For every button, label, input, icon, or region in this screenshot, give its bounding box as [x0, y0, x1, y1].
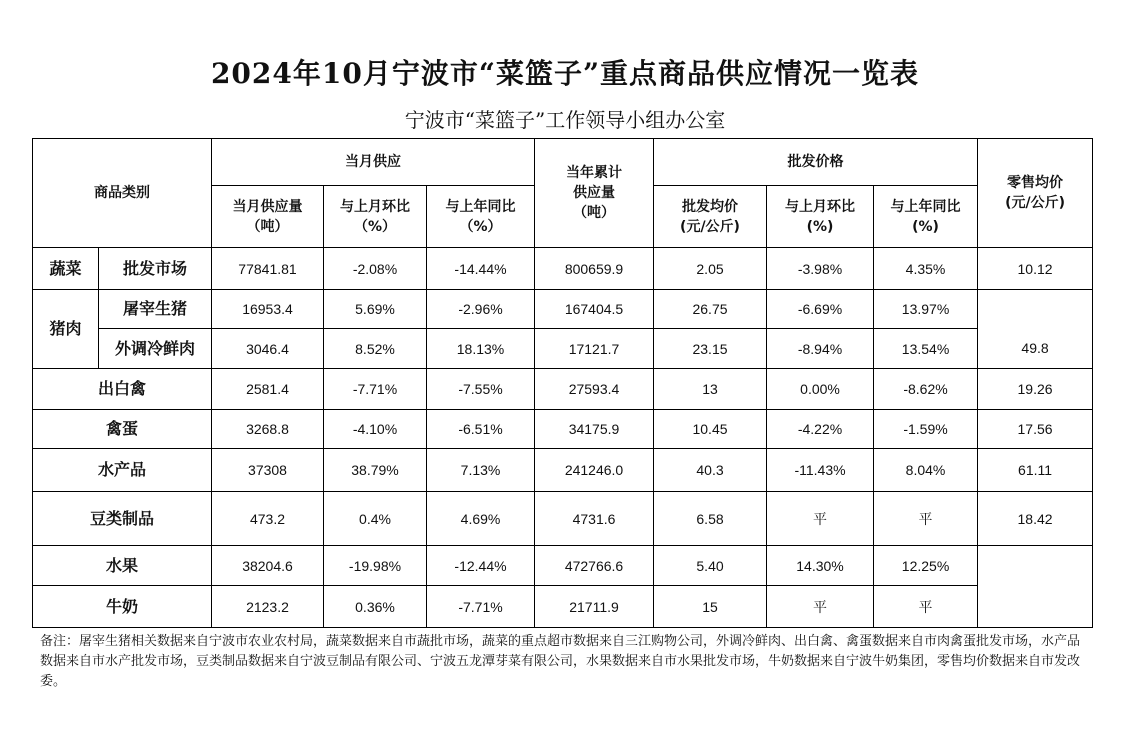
header-price-mom: 与上月环比 (%)	[767, 186, 874, 248]
row-group-label: 蔬菜	[33, 248, 99, 290]
cell-price: 10.45	[654, 410, 767, 449]
table-row	[33, 369, 1093, 410]
cell-mom: -4.10%	[324, 410, 427, 449]
cell-mom: 0.36%	[324, 586, 427, 628]
row-sub-label: 外调冷鲜肉	[99, 329, 212, 369]
cell-price: 40.3	[654, 449, 767, 492]
cell-price: 6.58	[654, 492, 767, 546]
cell-mom: -7.71%	[324, 369, 427, 410]
cell-mom: 38.79%	[324, 449, 427, 492]
cell-retail: 61.11	[978, 449, 1093, 492]
cell-price-mom: -8.94%	[767, 329, 874, 369]
cell-supply: 473.2	[212, 492, 324, 546]
cell-price-mom: -11.43%	[767, 449, 874, 492]
cell-price-yoy: 13.54%	[874, 329, 978, 369]
row-sub-label: 批发市场	[99, 248, 212, 290]
cell-price-mom: 平	[767, 492, 874, 546]
cell-yoy: -7.55%	[427, 369, 535, 410]
cell-cumulative: 21711.9	[535, 586, 654, 628]
header-yoy: 与上年同比 （%）	[427, 186, 535, 248]
cell-price-mom: -6.69%	[767, 290, 874, 329]
cell-price-yoy: 12.25%	[874, 546, 978, 586]
cell-price-mom: -3.98%	[767, 248, 874, 290]
row-label: 豆类制品	[33, 492, 212, 546]
table-row	[33, 586, 1093, 628]
cell-cumulative: 17121.7	[535, 329, 654, 369]
cell-yoy: -6.51%	[427, 410, 535, 449]
cell-retail: 17.56	[978, 410, 1093, 449]
cell-price-mom: 0.00%	[767, 369, 874, 410]
table-row	[33, 410, 1093, 449]
cell-supply: 38204.6	[212, 546, 324, 586]
row-group-label: 猪肉	[33, 290, 99, 369]
cell-cumulative: 472766.6	[535, 546, 654, 586]
cell-price: 13	[654, 369, 767, 410]
cell-retail: 19.26	[978, 369, 1093, 410]
row-label: 禽蛋	[33, 410, 212, 449]
cell-price-yoy: -8.62%	[874, 369, 978, 410]
row-label: 水果	[33, 546, 212, 586]
page-title: 2024年10月宁波市“菜篮子”重点商品供应情况一览表	[210, 57, 920, 90]
cell-price-mom: -4.22%	[767, 410, 874, 449]
cell-price-mom: 平	[767, 586, 874, 628]
cell-price-yoy: 4.35%	[874, 248, 978, 290]
cell-price-yoy: 平	[874, 492, 978, 546]
cell-price: 26.75	[654, 290, 767, 329]
header-row-1	[33, 139, 1093, 186]
table-row	[33, 329, 1093, 369]
cell-cumulative: 167404.5	[535, 290, 654, 329]
header-mom: 与上月环比 （%）	[324, 186, 427, 248]
cell-mom: 8.52%	[324, 329, 427, 369]
cell-mom: -19.98%	[324, 546, 427, 586]
header-price-yoy: 与上年同比 (%)	[874, 186, 978, 248]
cell-yoy: 18.13%	[427, 329, 535, 369]
cell-cumulative: 27593.4	[535, 369, 654, 410]
cell-retail: 49.8	[978, 290, 1093, 369]
row-label: 牛奶	[33, 586, 212, 628]
row-label: 水产品	[33, 449, 212, 492]
table-row	[33, 449, 1093, 492]
cell-supply: 2581.4	[212, 369, 324, 410]
cell-price-yoy: -1.59%	[874, 410, 978, 449]
header-cumulative: 当年累计 供应量 （吨）	[535, 139, 654, 248]
cell-yoy: -7.71%	[427, 586, 535, 628]
row-label: 出白禽	[33, 369, 212, 410]
cell-mom: 0.4%	[324, 492, 427, 546]
cell-mom: -2.08%	[324, 248, 427, 290]
cell-yoy: -2.96%	[427, 290, 535, 329]
cell-price-yoy: 13.97%	[874, 290, 978, 329]
supply-table	[32, 138, 1093, 628]
table-row	[33, 546, 1093, 586]
cell-price: 15	[654, 586, 767, 628]
cell-price-mom: 14.30%	[767, 546, 874, 586]
cell-yoy: -14.44%	[427, 248, 535, 290]
header-wholesale-price: 批发价格	[654, 139, 978, 186]
cell-retail: 10.12	[978, 248, 1093, 290]
cell-cumulative: 800659.9	[535, 248, 654, 290]
cell-yoy: 4.69%	[427, 492, 535, 546]
cell-supply: 2123.2	[212, 586, 324, 628]
cell-yoy: -12.44%	[427, 546, 535, 586]
page-subtitle: 宁波市“菜篮子”工作领导小组办公室	[404, 108, 726, 132]
table-row	[33, 290, 1093, 329]
cell-cumulative: 34175.9	[535, 410, 654, 449]
cell-price: 23.15	[654, 329, 767, 369]
header-category: 商品类别	[33, 139, 212, 248]
cell-mom: 5.69%	[324, 290, 427, 329]
cell-supply: 3268.8	[212, 410, 324, 449]
footnote: 备注：屠宰生猪相关数据来自宁波市农业农村局，蔬菜数据来自市蔬批市场，蔬菜的重点超市数据来自三江购物公司，外调冷鲜肉、出白禽、禽蛋数据来自市肉禽蛋批发市场，水产品数据来自市水产批发市场，豆类制品数据来自宁波豆制品有限公司、宁波五龙潭芽菜有限公司，水果数据来自市水果批发市场，牛奶数据来自宁波牛奶集团，零售均价数据来自市发改委。	[40, 634, 1081, 689]
cell-cumulative: 4731.6	[535, 492, 654, 546]
cell-yoy: 7.13%	[427, 449, 535, 492]
header-monthly-supply: 当月供应	[212, 139, 535, 186]
cell-retail	[978, 546, 1093, 628]
row-sub-label: 屠宰生猪	[99, 290, 212, 329]
cell-price: 5.40	[654, 546, 767, 586]
cell-price: 2.05	[654, 248, 767, 290]
cell-supply: 16953.4	[212, 290, 324, 329]
cell-price-yoy: 8.04%	[874, 449, 978, 492]
cell-price-yoy: 平	[874, 586, 978, 628]
table-row	[33, 248, 1093, 290]
header-retail-price: 零售均价 (元/公斤)	[978, 139, 1093, 248]
header-supply-qty: 当月供应量 （吨）	[212, 186, 324, 248]
cell-supply: 37308	[212, 449, 324, 492]
table-row	[33, 492, 1093, 546]
cell-supply: 77841.81	[212, 248, 324, 290]
header-avg-price: 批发均价 (元/公斤)	[654, 186, 767, 248]
cell-cumulative: 241246.0	[535, 449, 654, 492]
cell-supply: 3046.4	[212, 329, 324, 369]
cell-retail: 18.42	[978, 492, 1093, 546]
